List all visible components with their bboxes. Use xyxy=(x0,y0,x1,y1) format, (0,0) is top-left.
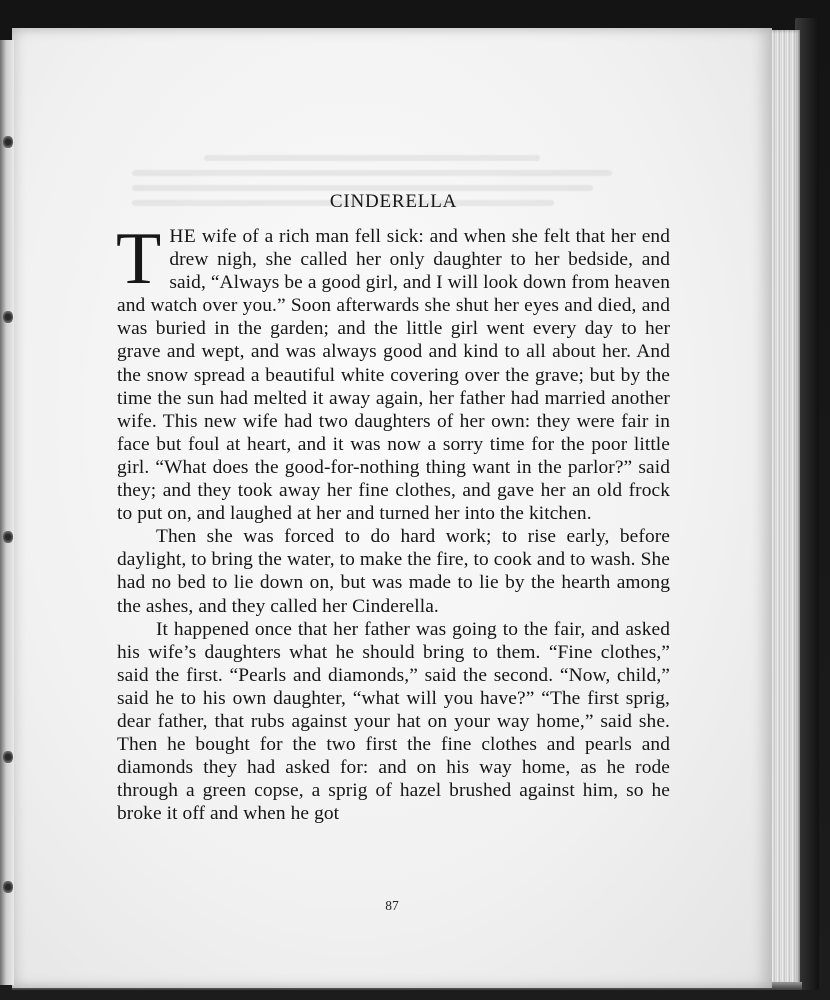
chapter-title: CINDERELLA xyxy=(329,191,458,212)
binding-stitch xyxy=(3,750,13,764)
page-text xyxy=(117,190,670,825)
binding-stitch xyxy=(3,530,13,544)
paragraph-2: Then she was forced to do hard work; to rise early, before daylight, to bring the water, to make the fire, to cook and to wash. She had no bed to lie down on, but was made to lie by the hearth among the ashes, and they called her Cinderella. xyxy=(117,526,670,617)
binding-stitch xyxy=(3,310,13,324)
binding-stitch xyxy=(3,135,13,149)
book-spine xyxy=(0,40,14,985)
first-word-caps: HE xyxy=(169,226,197,247)
page-number: 87 xyxy=(385,898,399,913)
paragraph-1 xyxy=(116,218,670,525)
paragraph-3: It happened once that her father was going to the fair, and asked his wife’s daughters what he should bring to them. “Fine clothes,” said the first. “Pearls and diamonds,” said the second. “Now, child,” said he to his own daughter, “what will you have?” “The first sprig, dear father, that rubs against your hat on your way home,” said she. Then he bought for the two first the fine clothes and pearls and diamonds they had asked for: and on his way home, as he rode through a green copse, a sprig of hazel brushed against him, so he broke it off and when he got xyxy=(117,618,670,825)
binding-stitch xyxy=(3,880,13,894)
paragraph-1-text: wife of a rich man fell sick: and when she felt that her end drew nigh, she called her only daughter to her bedside, and said, “Always be a good girl, and I will look down from heaven and watch over you.” Soon afterwards she shut her eyes and died, and was buried in the garden; and the little girl went every day to her grave and wept, and was always good and kind to all about her. And the snow spread a beautiful white covering over the grave; but by the time the sun had melted it away again, her father had married another wife. This new wife had two daughters of her own: they were fair in face but foul at heart, and it was now a sorry time for the poor little girl. “What does the good-for-nothing thing want in the parlor?” said they; and they took away her fine clothes, and gave her an old frock to put on, and laughed at her and turned her into the kitchen. xyxy=(117,226,670,525)
drop-cap: T xyxy=(116,218,162,300)
